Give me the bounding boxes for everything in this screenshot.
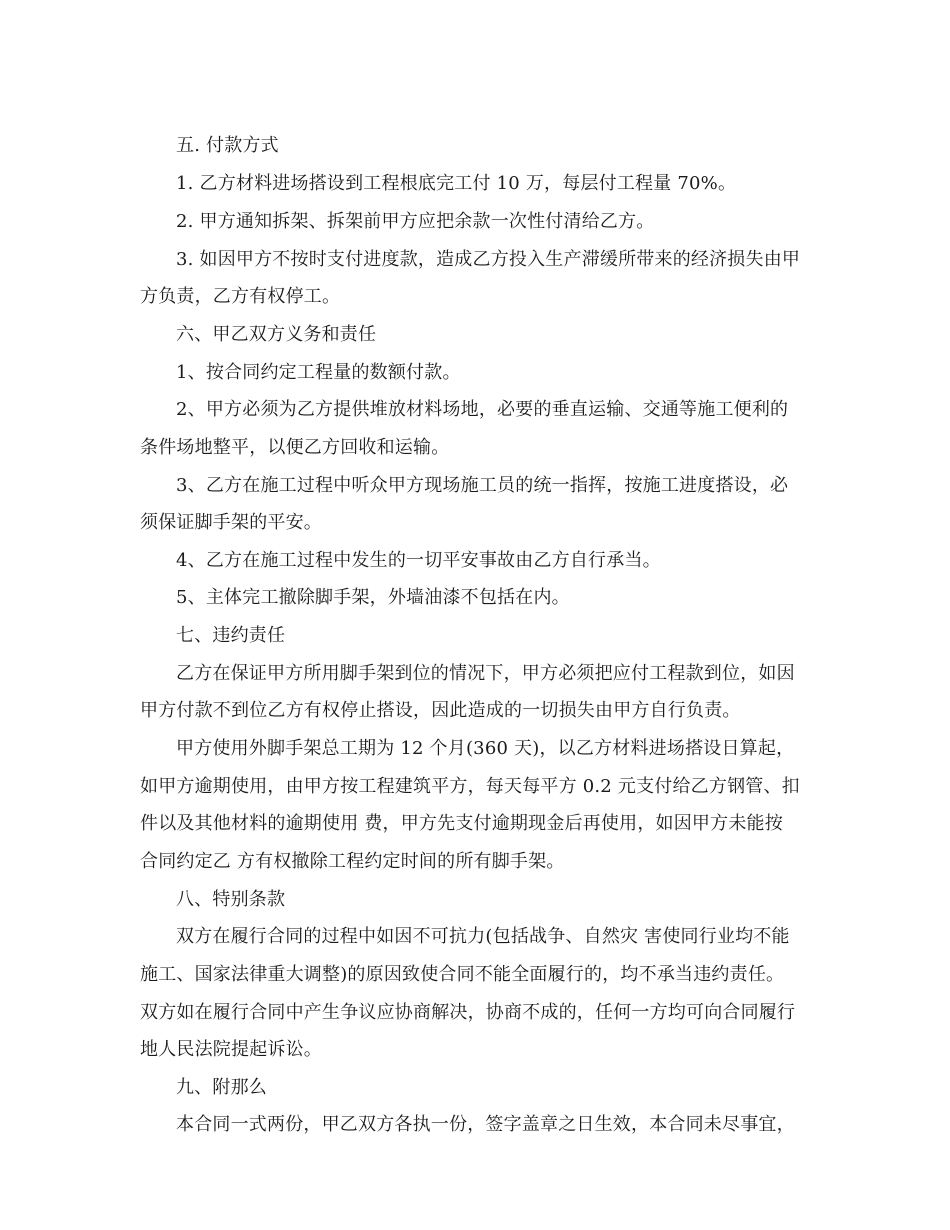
paragraph-line: 甲方使用外脚手架总工期为 12 个月(360 天)，以乙方材料进场搭设日算起， — [176, 738, 795, 759]
paragraph-line: 5、主体完工撤除脚手架，外墙油漆不包括在内。 — [176, 587, 570, 608]
section-heading-special-terms: 八、特别条款 — [176, 889, 286, 910]
paragraph-line: 3、乙方在施工过程中听众甲方现场施工员的统一指挥，按施工进度搭设，必 — [176, 475, 789, 496]
section-heading-obligations: 六、甲乙双方义务和责任 — [176, 324, 377, 345]
paragraph-line: 须保证脚手架的平安。 — [140, 512, 322, 533]
paragraph-line: 1、按合同约定工程量的数额付款。 — [176, 362, 461, 383]
paragraph-line: 甲方付款不到位乙方有权停止搭设，因此造成的一切损失由甲方自行负责。 — [140, 700, 741, 721]
paragraph-line: 地人民法院提起诉讼。 — [140, 1039, 322, 1060]
paragraph-line: 3. 如因甲方不按时支付进度款，造成乙方投入生产滞缓所带来的经济损失由甲 — [176, 249, 801, 270]
section-heading-breach: 七、违约责任 — [176, 625, 286, 646]
paragraph-line: 双方在履行合同的过程中如因不可抗力(包括战争、自然灾 害使同行业均不能 — [176, 926, 790, 947]
paragraph-line: 方负责，乙方有权停工。 — [140, 286, 341, 307]
paragraph-line: 件以及其他材料的逾期使用 费，甲方先支付逾期现金后再使用，如因甲方未能按 — [140, 813, 783, 834]
paragraph-line: 乙方在保证甲方所用脚手架到位的情况下，甲方必须把应付工程款到位，如因 — [176, 663, 795, 684]
paragraph-line: 2、甲方必须为乙方提供堆放材料场地，必要的垂直运输、交通等施工便利的 — [176, 399, 789, 420]
paragraph-line: 条件场地整平，以便乙方回收和运输。 — [140, 437, 450, 458]
paragraph-line: 1. 乙方材料进场搭设到工程根底完工付 10 万，每层付工程量 70%。 — [176, 173, 737, 194]
paragraph-line: 2. 甲方通知拆架、拆架前甲方应把余款一次性付清给乙方。 — [176, 211, 655, 232]
section-heading-payment: 五. 付款方式 — [176, 135, 279, 156]
paragraph-line: 本合同一式两份，甲乙双方各执一份，签字盖章之日生效，本合同未尽事宜， — [176, 1114, 795, 1135]
section-heading-appendix: 九、附那么 — [176, 1077, 267, 1098]
paragraph-line: 施工、国家法律重大调整)的原因致使合同不能全面履行的，均不承当违约责任。 — [140, 964, 785, 985]
paragraph-line: 4、乙方在施工过程中发生的一切平安事故由乙方自行承当。 — [176, 550, 661, 571]
paragraph-line: 双方如在履行合同中产生争议应协商解决，协商不成的，任何一方均可向合同履行 — [140, 1002, 796, 1023]
paragraph-line: 如甲方逾期使用，由甲方按工程建筑平方，每天每平方 0.2 元支付给乙方钢管、扣 — [140, 776, 800, 797]
paragraph-line: 合同约定乙 方有权撤除工程约定时间的所有脚手架。 — [140, 851, 565, 872]
